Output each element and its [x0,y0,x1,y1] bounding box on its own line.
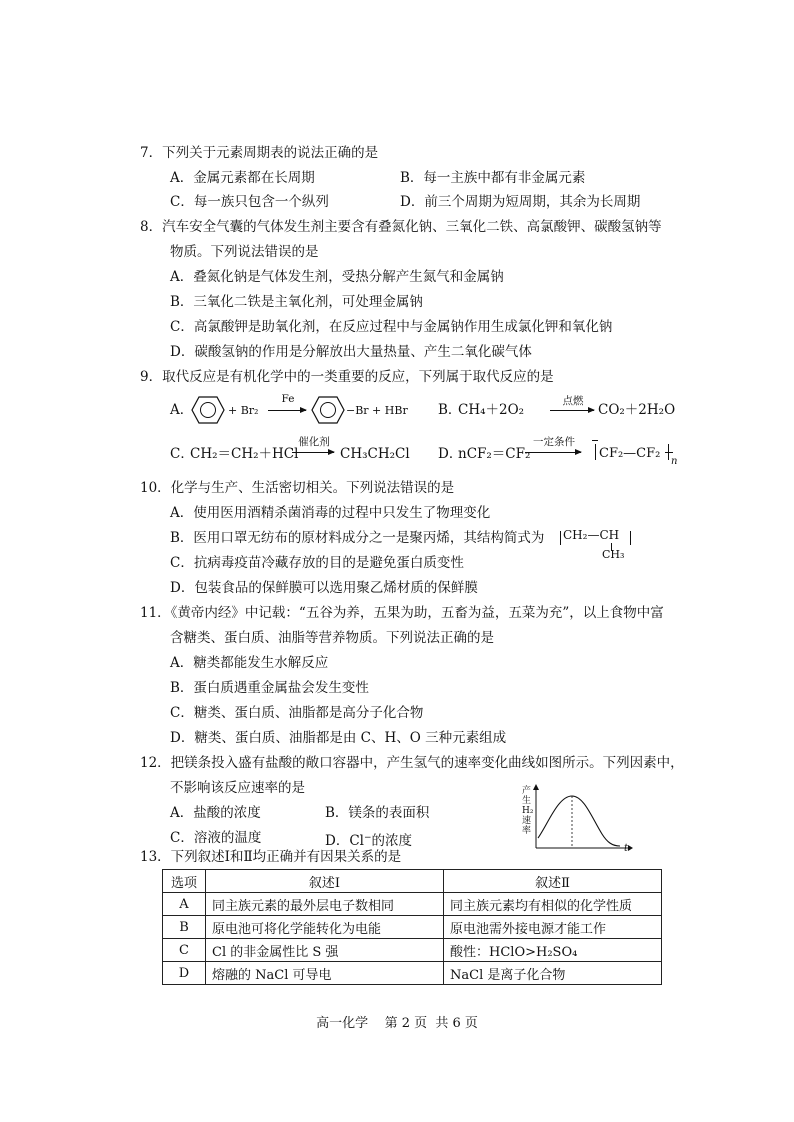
q12-option-d-suffix: 的浓度 [371,833,413,849]
q8-option-a: A．叠氮化钠是气体发生剂，受热分解产生氮气和金属钠 [170,269,504,285]
q9-option-b-reactants: CH₄＋2O₂ [458,402,525,418]
q7-option-a: A．金属元素都在长周期 [170,170,315,186]
q7-option-d: D．前三个周期为短周期，其余为长周期 [400,194,641,210]
q9-option-b-label: B． [438,402,462,418]
rate-graph-y-label: 产生H₂速率 [522,786,534,836]
table-cell-statement-2: NaCl 是离子化合物 [444,962,662,985]
q10-option-d: D．包装食品的保鲜膜可以选用聚乙烯材质的保鲜膜 [170,580,478,596]
q12-option-c: C．溶液的温度 [170,830,262,846]
q10-option-b-structure: CH₂—CH [563,528,620,542]
polymer-left-dash [592,440,598,441]
q9-option-a-label: A． [170,402,194,418]
q9-option-c-product: CH₃CH₂Cl [340,446,410,462]
q11-option-a: A．糖类都能发生水解反应 [170,655,329,671]
table-row [163,916,662,939]
q9-option-d-label: D． [438,446,463,462]
table-header-row [163,870,662,893]
q9-option-d-arrow [525,452,581,453]
q11-stem-line1: 11．《黄帝内经》中记载：“五谷为养，五果为助，五畜为益，五菜为充”，以上食物中富 [140,605,664,621]
table-cell-statement-2: 原电池需外接电源才能工作 [444,916,662,939]
q9-option-d-reactant: nCF₂＝CF₂ [458,446,531,462]
q12-option-d-superscript: − [363,833,372,843]
q12-option-d-text: D．Cl [325,833,364,849]
q7-stem: 7．下列关于元素周期表的说法正确的是 [140,145,379,161]
rate-graph-x-label: t [624,843,629,854]
q12-stem-line2: 不影响该反应速率的是 [170,780,305,796]
table-cell-statement-1: 熔融的 NaCl 可导电 [206,962,444,985]
q8-option-d: D．碳酸氢钠的作用是分解放出大量热量、产生二氧化碳气体 [170,344,532,360]
q7-option-c: C．每一族只包含一个纵列 [170,194,329,210]
q8-option-c: C．高氯酸钾是助氧化剂，在反应过程中与金属钠作用生成氯化钾和氧化钠 [170,319,613,335]
table-cell-statement-1: 同主族元素的最外层电子数相同 [206,893,444,916]
table-row [163,893,662,916]
pp-left-bracket [560,531,561,545]
q13-stem: 13．下列叙述Ⅰ和Ⅱ均正确并有因果关系的是 [140,849,402,865]
table-header-option: 选项 [163,870,206,893]
table-cell-statement-1: Cl 的非金属性比 S 强 [206,939,444,962]
table-cell-statement-2: 酸性：HClO>H₂SO₄ [444,939,662,962]
table-cell-option: C [163,939,206,962]
q12-option-a: A．盐酸的浓度 [170,805,261,821]
q9-option-c-arrow [292,452,334,453]
q8-stem-line1: 8．汽车安全气囊的气体发生剂主要含有叠氮化钠、三氧化二铁、高氯酸钾、碳酸氢钠等 [140,219,662,235]
page-footer: 高一化学 第 2 页 共 6 页 [316,1016,478,1031]
table-cell-option: D [163,962,206,985]
q11-stem-line2: 含糖类、蛋白质、油脂等营养物质。下列说法正确的是 [170,630,494,646]
table-row [163,962,662,985]
polymer-left-bracket [595,444,596,460]
q11-option-b: B．蛋白质遇重金属盐会发生变性 [170,680,369,696]
q9-option-c-condition: 催化剂 [298,436,330,448]
pp-right-bracket [630,531,631,545]
q10-option-c: C．抗病毒疫苗冷藏存放的目的是避免蛋白质变性 [170,555,464,571]
table-header-statement-1: 叙述Ⅰ [206,870,444,893]
q8-stem-line2: 物质。下列说法错误的是 [170,244,319,260]
q11-option-d: D．糖类、蛋白质、油脂都是由 C、H、O 三种元素组成 [170,730,507,746]
table-cell-option: B [163,916,206,939]
q12-option-b: B．镁条的表面积 [325,805,430,821]
q9-option-c-label: C． [170,446,194,462]
benzene-ring-icon [190,395,226,425]
table-cell-option: A [163,893,206,916]
q10-option-b-methyl: CH₃ [602,548,625,561]
q10-option-a: A．使用医用酒精杀菌消毒的过程中只发生了物理变化 [170,505,491,521]
q9-option-d-subscript-n: n [671,456,678,467]
table-header-statement-2: 叙述Ⅱ [444,870,662,893]
q9-stem: 9．取代反应是有机化学中的一类重要的反应，下列属于取代反应的是 [140,369,554,385]
table-cell-statement-2: 同主族元素均有相似的化学性质 [444,893,662,916]
q13-table [162,869,662,985]
q9-option-b-arrow [550,410,594,411]
q9-option-a-arrow [268,410,306,411]
q9-option-a-catalyst: Fe [281,393,295,405]
rate-curve-graph [520,782,635,856]
q8-option-b: B．三氧化二铁是主氧化剂，可处理金属钠 [170,294,423,310]
table-cell-statement-1: 原电池可将化学能转化为电能 [206,916,444,939]
q9-option-b-condition: 点燃 [562,395,584,407]
q10-option-b: B．医用口罩无纺布的原材料成分之一是聚丙烯，其结构简式为 [170,530,545,546]
table-row [163,939,662,962]
q9-option-d-condition: 一定条件 [533,436,575,448]
q9-option-b-products: CO₂＋2H₂O [598,402,676,418]
q7-option-b: B．每一主族中都有非金属元素 [400,170,586,186]
q11-option-c: C．糖类、蛋白质、油脂都是高分子化合物 [170,705,424,721]
bromobenzene-ring-icon [310,395,346,425]
q9-option-c-reactants: CH₂＝CH₂＋HCl [190,446,299,462]
q10-stem: 10．化学与生产、生活密切相关。下列说法错误的是 [140,480,455,496]
q9-option-a-product: −Br + HBr [346,404,408,417]
q9-option-d-polymer: CF₂—CF₂ [599,446,661,461]
q12-stem-line1: 12．把镁条投入盛有盐酸的敞口容器中，产生氢气的速率变化曲线如图所示。下列因素中， [140,755,684,771]
q9-option-a-reagent: + Br₂ [228,404,259,417]
